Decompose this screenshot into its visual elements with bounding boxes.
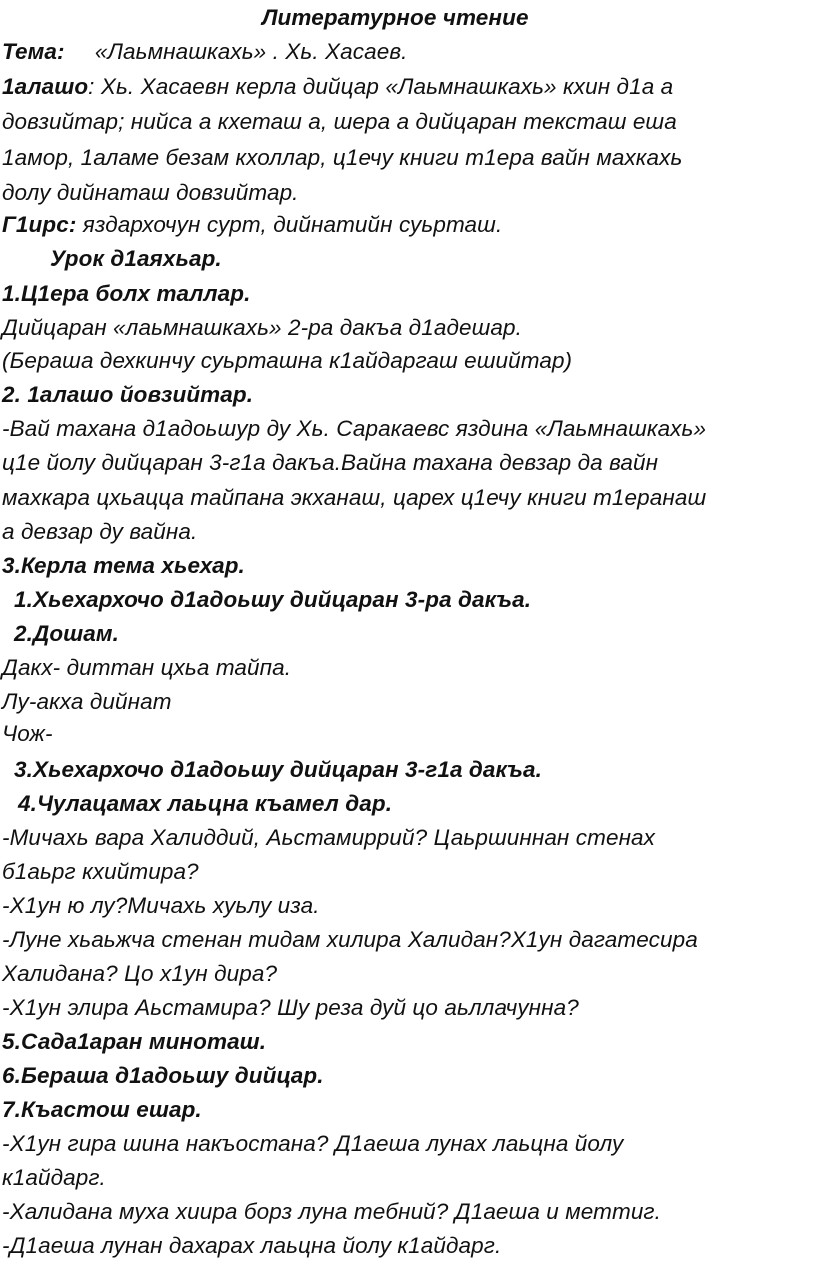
- equipment-label: Г1ирс:: [2, 212, 77, 237]
- equipment-value: яздархочун сурт, дийнатийн суьрташ.: [82, 212, 503, 237]
- section-1-line-2: (Бераша дехкинчу суьрташна к1айдаргаш ешийтар): [2, 348, 573, 373]
- question-3-line-2: Халидана? Цо х1ун дира?: [2, 961, 278, 986]
- goal-line-3: 1амор, 1аламе безам кхоллар, ц1ечу книги т1ера вайн махкахь: [2, 145, 683, 170]
- section-2-heading: 2. 1алашо йовзийтар.: [2, 382, 254, 407]
- equipment-line: [2, 211, 502, 239]
- goal-line-1: [2, 73, 673, 101]
- section-2-line-2: ц1е йолу дийцаран 3-г1а дакъа.Вайна тахана девзар да вайн: [2, 450, 659, 475]
- topic-value: «Лаьмнашкахь» . Хь. Хасаев.: [94, 39, 408, 64]
- vocabulary-word-2: Лу-акха дийнат: [2, 689, 172, 714]
- topic-label: Тема:: [2, 39, 65, 64]
- question-2: -Х1ун ю лу?Мичахь хуьлу иза.: [2, 893, 320, 918]
- lesson-heading: Урок д1аяхьар.: [50, 246, 222, 271]
- vocabulary-word-1: Дакх- диттан цхьа тайпа.: [2, 655, 292, 680]
- section-3-item-3: 3.Хьехархочо д1адоьшу дийцаран 3-г1а дакъа.: [14, 757, 543, 782]
- section-3-item-2: 2.Дошам.: [14, 621, 119, 646]
- section-7-line-4: -Д1аеша лунан дахарах лаьцна йолу к1айдарг.: [2, 1233, 502, 1258]
- goal-text-1: : Хь. Хасаевн керла дийцар «Лаьмнашкахь» кхин д1а а: [88, 74, 674, 99]
- section-7-line-3: -Халидана муха хиира борз луна тебний? Д1аеша и меттиг.: [2, 1199, 661, 1224]
- section-2-line-3: махкара цхьацца тайпана экханаш, царех ц1ечу книги т1еранаш: [2, 485, 707, 510]
- goal-line-4: долу дийнаташ довзийтар.: [2, 180, 299, 205]
- section-7-line-2: к1айдарг.: [2, 1165, 106, 1190]
- section-3-item-1: 1.Хьехархочо д1адоьшу дийцаран 3-ра дакъа.: [14, 587, 532, 612]
- section-6-heading: 6.Бераша д1адоьшу дийцар.: [2, 1063, 324, 1088]
- section-7-line-1: -Х1ун гира шина накъостана? Д1аеша лунах лаьцна йолу: [2, 1131, 624, 1156]
- question-4: -Х1ун элира Аьстамира? Шу реза дуй цо аьллачунна?: [2, 995, 579, 1020]
- section-5-heading: 5.Сада1аран миноташ.: [2, 1029, 267, 1054]
- question-1-line-1: -Мичахь вара Халиддий, Аьстамиррий? Цаьршиннан стенах: [2, 825, 656, 850]
- section-1-heading: 1.Ц1ера болх таллар.: [2, 281, 251, 306]
- document-title: Литературное чтение: [262, 5, 529, 30]
- vocabulary-word-3: Чож-: [2, 721, 53, 746]
- section-2-line-1: -Вай тахана д1адоьшур ду Хь. Саракаевс яздина «Лаьмнашкахь»: [2, 416, 707, 441]
- goal-line-2: довзийтар; нийса а кхеташ а, шера а дийцаран тексташ еша: [2, 109, 677, 134]
- section-3-heading: 3.Керла тема хьехар.: [2, 553, 245, 578]
- section-2-line-4: а девзар ду вайна.: [2, 519, 198, 544]
- section-3-item-4: 4.Чулацамах лаьцна къамел дар.: [18, 791, 393, 816]
- goal-label: 1алашо: [2, 74, 89, 99]
- topic-line: [2, 38, 408, 66]
- section-1-line-1: Дийцаран «лаьмнашкахь» 2-ра дакъа д1адешар.: [2, 315, 522, 340]
- section-7-heading: 7.Къастош ешар.: [2, 1097, 202, 1122]
- question-1-line-2: б1аьрг кхийтира?: [2, 859, 199, 884]
- question-3-line-1: -Луне хьаьжча стенан тидам хилира Халидан?Х1ун дагатесира: [2, 927, 698, 952]
